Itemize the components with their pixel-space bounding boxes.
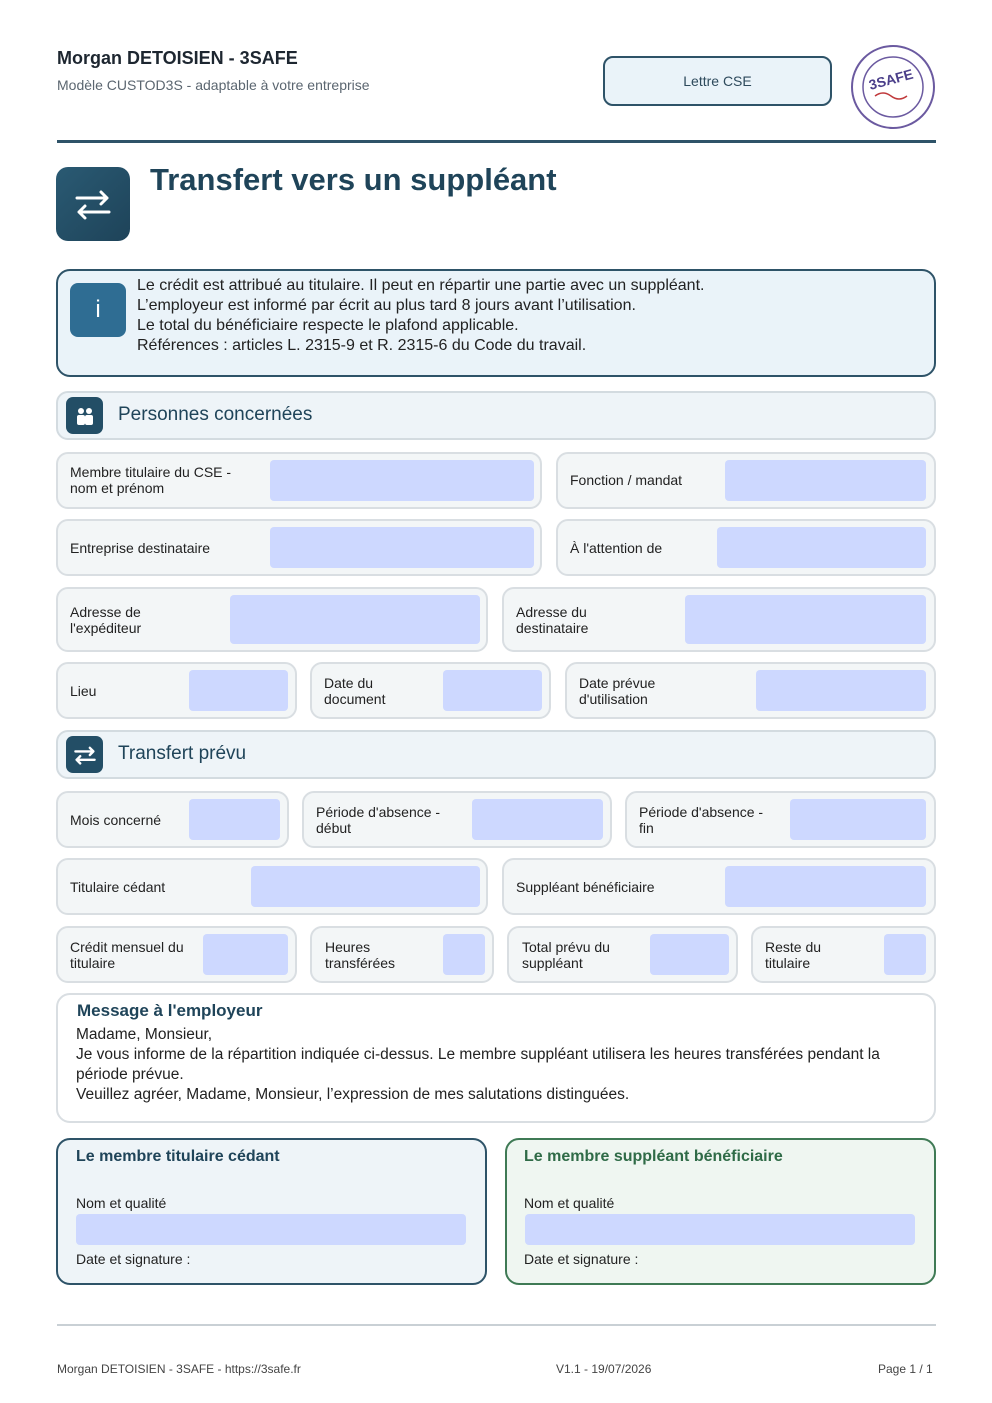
titulaire-input[interactable] xyxy=(270,460,534,501)
field-label: Période d'absence - fin xyxy=(639,804,764,836)
field-label: Reste du titulaire xyxy=(765,939,822,971)
svg-text:3SAFE: 3SAFE xyxy=(867,65,915,93)
field-label: Crédit mensuel du titulaire xyxy=(70,939,184,971)
footer-page-number: Page 1 / 1 xyxy=(878,1362,933,1376)
people-icon xyxy=(66,397,103,434)
field-label: Titulaire cédant xyxy=(70,879,166,895)
field-label: Fonction / mandat xyxy=(570,472,683,488)
company-seal-icon xyxy=(850,44,936,130)
field-label: Total prévu du suppléant xyxy=(522,939,610,971)
lieu-input[interactable] xyxy=(189,670,288,711)
info-line: Le total du bénéficiaire respecte le plafond applicable. xyxy=(137,317,519,334)
field-label: Heures transférées xyxy=(325,939,396,971)
attention-input[interactable] xyxy=(717,527,926,568)
mois-input[interactable] xyxy=(189,799,280,840)
field-label: Adresse de l'expéditeur xyxy=(70,604,142,636)
footer-divider xyxy=(57,1324,936,1326)
message-body xyxy=(76,1025,926,1105)
total-input[interactable] xyxy=(650,934,729,975)
date-signature-label: Date et signature : xyxy=(76,1251,191,1267)
entreprise-input[interactable] xyxy=(270,527,534,568)
info-line: Le crédit est attribué au titulaire. Il peut en répartir une partie avec un suppléant. xyxy=(137,277,705,294)
suppleant-input[interactable] xyxy=(725,866,926,907)
name-label: Nom et qualité xyxy=(524,1195,615,1211)
date-signature-label: Date et signature : xyxy=(524,1251,639,1267)
message-line: Madame, Monsieur, xyxy=(76,1026,213,1043)
heures-input[interactable] xyxy=(443,934,485,975)
field-label: Adresse du destinataire xyxy=(516,604,589,636)
field-label: Date prévue d'utilisation xyxy=(579,675,656,707)
message-line: Veuillez agréer, Madame, Monsieur, l’expression de mes salutations distinguées. xyxy=(76,1086,630,1103)
titulaire-name-input[interactable] xyxy=(76,1214,466,1245)
credit-input[interactable] xyxy=(203,934,288,975)
field-label: À l'attention de xyxy=(570,540,663,556)
document-type-tag: Lettre CSE xyxy=(603,56,832,106)
periode-fin-input[interactable] xyxy=(790,799,926,840)
adresse-exp-input[interactable] xyxy=(230,595,480,644)
field-label: Entreprise destinataire xyxy=(70,540,211,556)
reste-input[interactable] xyxy=(884,934,926,975)
transfer-arrows-icon xyxy=(56,167,130,241)
transfer-arrows-icon xyxy=(66,736,103,773)
field-label: Membre titulaire du CSE - nom et prénom xyxy=(70,464,232,496)
field-label: Lieu xyxy=(70,683,97,699)
fonction-input[interactable] xyxy=(725,460,926,501)
page-title: Transfert vers un suppléant xyxy=(150,162,557,197)
adresse-dest-input[interactable] xyxy=(685,595,926,644)
field-label: Date du document xyxy=(324,675,386,707)
date-util-input[interactable] xyxy=(756,670,926,711)
field-label: Suppléant bénéficiaire xyxy=(516,879,655,895)
titulaire-cedant-input[interactable] xyxy=(251,866,480,907)
author-name: Morgan DETOISIEN - 3SAFE xyxy=(57,48,298,68)
section-title-persons: Personnes concernées xyxy=(118,404,313,425)
header-divider xyxy=(57,140,936,143)
field-label: Mois concerné xyxy=(70,812,162,828)
signature-title-titulaire: Le membre titulaire cédant xyxy=(76,1148,280,1165)
field-label: Période d'absence - début xyxy=(316,804,441,836)
signature-title-suppleant: Le membre suppléant bénéficiaire xyxy=(524,1148,783,1165)
info-icon: i xyxy=(70,283,126,337)
periode-debut-input[interactable] xyxy=(472,799,603,840)
info-text xyxy=(137,276,704,356)
name-label: Nom et qualité xyxy=(76,1195,167,1211)
message-title: Message à l'employeur xyxy=(77,1001,263,1020)
model-subtitle: Modèle CUSTOD3S - adaptable à votre entreprise xyxy=(57,77,370,93)
section-title-transfer: Transfert prévu xyxy=(118,743,247,764)
info-line: L’employeur est informé par écrit au plus tard 8 jours avant l’utilisation. xyxy=(137,297,636,314)
date-doc-input[interactable] xyxy=(443,670,542,711)
suppleant-name-input[interactable] xyxy=(525,1214,915,1245)
info-line: Références : articles L. 2315-9 et R. 2315-6 du Code du travail. xyxy=(137,337,587,354)
message-line: Je vous informe de la répartition indiquée ci-dessus. Le membre suppléant utilisera les heures transférées pendant la période prévue. xyxy=(76,1046,880,1083)
footer-author: Morgan DETOISIEN - 3SAFE - https://3safe.fr xyxy=(57,1362,301,1376)
footer-version: V1.1 - 19/07/2026 xyxy=(556,1362,652,1376)
